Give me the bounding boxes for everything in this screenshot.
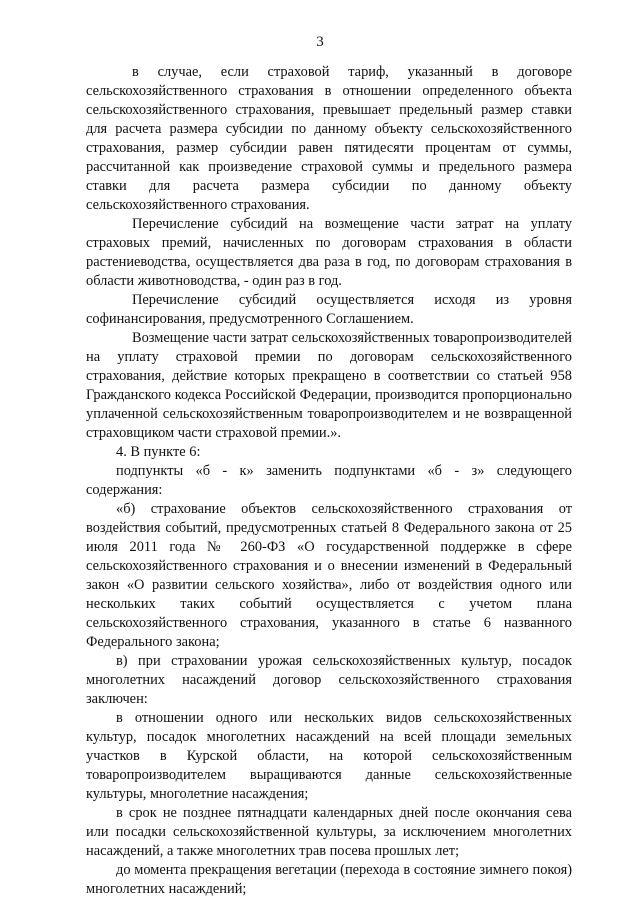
page-number: 3	[316, 34, 324, 50]
paragraph-cofinancing: Перечисление субсидий осуществляется исходя из уровня софинансирования, предусмотренного Соглашением.	[86, 292, 572, 327]
paragraph-terminated-contracts: Возмещение части затрат сельскохозяйственных товаропроизводителей на уплату страховой премии по договорам сельскохозяйственного страхования, действие которых прекращено в соответствии со статьей 958 Гражданского кодекса Российской Федерации, производится пропорционально уплаченной сельскохозяйственным товаропроизводителем и не возвращенной страховщиком части страховой премии.».	[86, 330, 572, 441]
paragraph-subitem-b: «б) страхование объектов сельскохозяйственного страхования от воздействия событий, предусмотренных статьей 8 Федерального закона от 25 июля 2011 года № 260-ФЗ «О государственной поддержке в сфере сельскохозяйственного страхования и о внесении изменений в Федеральный закон «О развитии сельского хозяйства», либо от воздействия одного или нескольких таких событий осуществляется с учетом плана сельскохозяйственного страхования, указанного в статье 6 названного Федерального закона;	[86, 501, 572, 650]
paragraph-vegetation: до момента прекращения вегетации (перехода в состояние зимнего покоя) многолетних насаждений;	[86, 862, 572, 897]
paragraph-deadline: в срок не позднее пятнадцати календарных дней после окончания сева или посадки сельскохозяйственной культуры, за исключением многолетних насаждений, а также многолетних трав посева прошлых лет;	[86, 805, 572, 859]
paragraph-subitem-v: в) при страховании урожая сельскохозяйственных культур, посадок многолетних насаждений договор сельскохозяйственного страхования заключен:	[86, 653, 572, 707]
paragraph-transfer-frequency: Перечисление субсидий на возмещение части затрат на уплату страховых премий, начисленных по договорам страхования в области растениеводства, осуществляется два раза в год, по договорам страхования в области животноводства, - один раз в год.	[86, 216, 572, 289]
document-body	[86, 63, 572, 899]
paragraph-crop-area: в отношении одного или нескольких видов сельскохозяйственных культур, посадок многолетних насаждений на всей площади земельных участков в Курской области, на которой сельскохозяйственным товаропроизводителем выращиваются данные сельскохозяйственные культуры, многолетние насаждения;	[86, 710, 572, 802]
paragraph-item-4: 4. В пункте 6:	[116, 444, 201, 460]
paragraph-replace-subitems: подпункты «б - к» заменить подпунктами «б - з» следующего содержания:	[86, 463, 572, 498]
paragraph-subsidy-cap: в случае, если страховой тариф, указанный в договоре сельскохозяйственного страхования в отношении определенного объекта сельскохозяйственного страхования, превышает предельный размер ставки для расчета размера субсидии по данному объекту сельскохозяйственного страхования, размер субсидии равен пятидесяти процентам от суммы, рассчитанной как произведение страховой суммы и предельного размера ставки для расчета размера субсидии по данному объекту сельскохозяйственного страхования.	[86, 64, 572, 213]
